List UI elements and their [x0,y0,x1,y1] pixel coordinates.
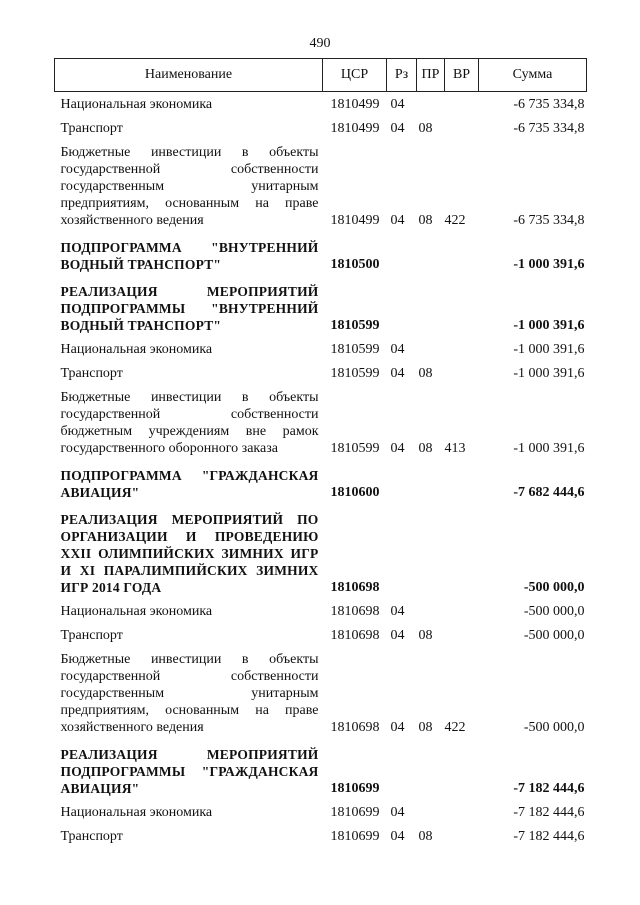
header-pr: ПР [417,59,445,92]
row-name: Транспорт [60,628,123,643]
row-vr: 422 [444,213,466,228]
row-vr [445,358,479,382]
row-pr [417,273,445,334]
row-vr [445,229,479,273]
row-pr: 08 [418,121,433,136]
header-csr: ЦСР [323,59,387,92]
row-vr: 422 [444,720,466,735]
header-vr: ВР [445,59,479,92]
row-name: Бюджетные инвестиции в объекты государственной собственности бюджетным учреждениям вне рамок государственного оборонного заказа [60,390,319,456]
row-vr: 413 [444,441,466,456]
table-body [55,92,587,846]
row-csr: 1810698 [330,604,380,619]
row-sum: -6 735 334,8 [513,121,585,136]
row-name: ПОДПРОГРАММА "ГРАЖДАНСКАЯ АВИАЦИЯ" [60,468,319,500]
table-row [55,137,587,229]
table-row [55,92,587,114]
row-vr [445,736,479,797]
table-row [55,501,587,596]
row-csr: 1810699 [330,829,380,844]
row-pr: 08 [418,628,433,643]
row-sum: -500 000,0 [523,628,585,643]
row-name: Бюджетные инвестиции в объекты государственной собственности государственным унитарным предприятиям, основанным на праве хозяйственного ведения [60,145,319,228]
table-row [55,457,587,501]
row-csr: 1810599 [330,366,380,381]
row-csr: 1810599 [330,342,380,357]
row-name: Бюджетные инвестиции в объекты государственной собственности государственным унитарным предприятиям, основанным на праве хозяйственного ведения [60,652,319,735]
header-name: Наименование [55,59,323,92]
row-vr [445,457,479,501]
row-pr [417,797,445,821]
row-rz: 04 [390,829,405,844]
row-sum: -500 000,0 [523,604,585,619]
table-row [55,797,587,821]
row-csr: 1810599 [330,318,380,333]
row-vr [445,334,479,358]
row-csr: 1810699 [330,805,380,820]
table-row [55,229,587,273]
table-row [55,736,587,797]
row-sum: -6 735 334,8 [513,97,585,112]
row-vr [445,596,479,620]
row-rz: 04 [390,213,405,228]
row-csr: 1810698 [330,580,380,595]
row-sum: -7 182 444,6 [513,805,585,820]
row-pr [417,92,445,114]
row-rz: 04 [390,342,405,357]
row-pr: 08 [418,441,433,456]
row-rz [387,736,417,797]
row-sum: -7 182 444,6 [513,829,585,844]
row-pr: 08 [418,829,433,844]
table-row [55,644,587,736]
budget-table [54,58,587,845]
row-csr: 1810600 [330,485,380,500]
table-row [55,273,587,334]
row-pr [417,457,445,501]
row-rz: 04 [390,628,405,643]
row-sum: -500 000,0 [523,720,585,735]
row-name: Транспорт [60,366,123,381]
row-rz: 04 [390,121,405,136]
row-csr: 1810499 [330,121,380,136]
page-number: 490 [309,36,331,51]
row-rz: 04 [390,441,405,456]
table-row [55,821,587,845]
row-csr: 1810698 [330,720,380,735]
row-pr: 08 [418,720,433,735]
table-row [55,620,587,644]
row-pr [417,334,445,358]
row-csr: 1810698 [330,628,380,643]
row-name: Национальная экономика [60,604,213,619]
header-rz: Рз [387,59,417,92]
row-csr: 1810599 [330,441,380,456]
row-sum: -1 000 391,6 [513,366,585,381]
row-name: Национальная экономика [60,805,213,820]
row-sum: -7 682 444,6 [513,485,585,500]
row-sum: -1 000 391,6 [513,441,585,456]
row-csr: 1810499 [330,213,380,228]
row-sum: -1 000 391,6 [513,342,585,357]
row-pr [417,596,445,620]
row-sum: -7 182 444,6 [513,781,585,796]
row-pr: 08 [418,366,433,381]
row-pr [417,501,445,596]
table-header [55,59,587,92]
table-row [55,382,587,457]
row-rz [387,457,417,501]
header-row [55,59,587,92]
row-rz: 04 [390,720,405,735]
header-sum: Сумма [479,59,587,92]
row-name: Национальная экономика [60,97,213,112]
table-row [55,358,587,382]
row-name: РЕАЛИЗАЦИЯ МЕРОПРИЯТИЙ ПОДПРОГРАММЫ "ВНУТРЕННИЙ ВОДНЫЙ ТРАНСПОРТ" [60,284,319,333]
row-rz: 04 [390,604,405,619]
row-rz [387,273,417,334]
row-rz [387,501,417,596]
row-rz: 04 [390,366,405,381]
table-row [55,113,587,137]
row-name: ПОДПРОГРАММА "ВНУТРЕННИЙ ВОДНЫЙ ТРАНСПОРТ" [60,240,319,272]
row-sum: -6 735 334,8 [513,213,585,228]
row-sum: -500 000,0 [523,580,585,595]
row-vr [445,501,479,596]
row-vr [445,113,479,137]
table-row [55,596,587,620]
row-name: РЕАЛИЗАЦИЯ МЕРОПРИЯТИЙ ПОДПРОГРАММЫ "ГРАЖДАНСКАЯ АВИАЦИЯ" [60,747,319,796]
row-name: Национальная экономика [60,342,213,357]
row-name: Транспорт [60,829,123,844]
row-csr: 1810499 [330,97,380,112]
row-vr [445,620,479,644]
row-rz: 04 [390,97,405,112]
row-sum: -1 000 391,6 [513,257,585,272]
row-name: Транспорт [60,121,123,136]
row-vr [445,821,479,845]
table-row [55,334,587,358]
row-pr [417,229,445,273]
row-sum: -1 000 391,6 [513,318,585,333]
row-vr [445,273,479,334]
row-vr [445,92,479,114]
row-rz: 04 [390,805,405,820]
row-pr [417,736,445,797]
row-vr [445,797,479,821]
row-csr: 1810500 [330,257,380,272]
row-rz [387,229,417,273]
row-name: РЕАЛИЗАЦИЯ МЕРОПРИЯТИЙ ПО ОРГАНИЗАЦИИ И ПРОВЕДЕНИЮ XXII ОЛИМПИЙСКИХ ЗИМНИХ ИГР И XI ПАРАЛИМПИЙСКИХ ЗИМНИХ ИГР 2014 ГОДА [60,512,319,595]
row-pr: 08 [418,213,433,228]
row-csr: 1810699 [330,781,380,796]
